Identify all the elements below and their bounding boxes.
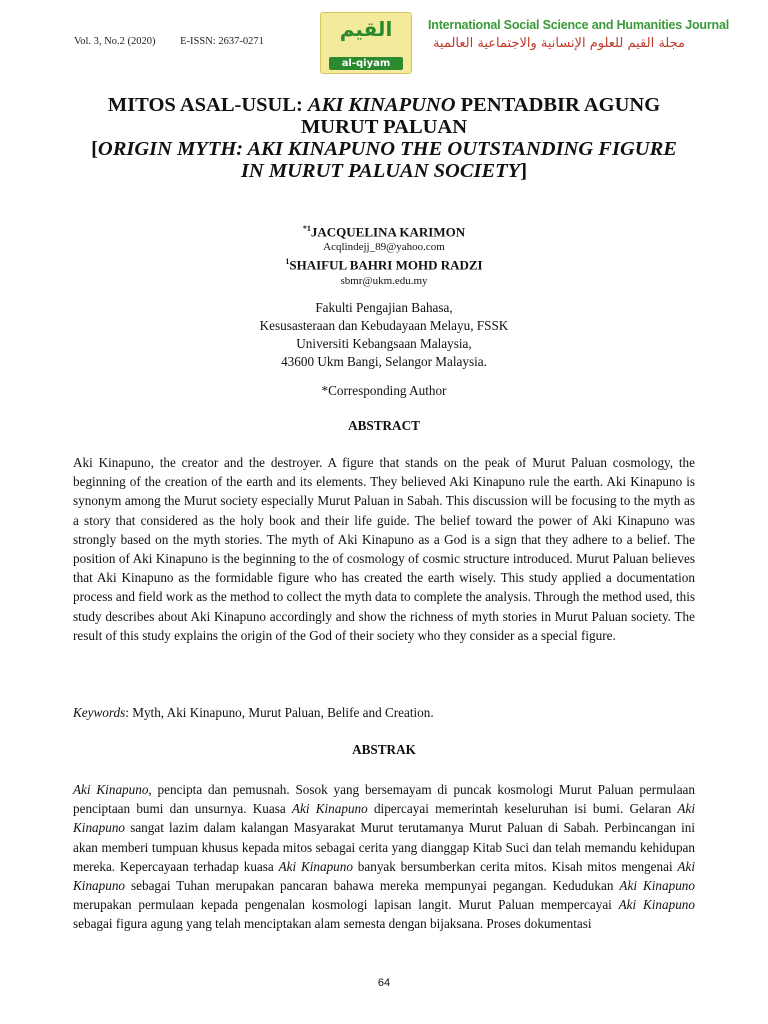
title-line-2: MURUT PALUAN [300, 116, 468, 138]
journal-logo [320, 12, 412, 74]
journal-name-ar: مجلة القيم للعلوم الإنسانية والاجتماعية العالمية [433, 36, 685, 51]
abstract-text: Aki Kinapuno, the creator and the destroyer. A figure that stands on the peak of Murut Paluan cosmology, the beginning of the creation of the earth and its elements. They believed Aki Kinapuno rule the earth. Aki Kinapuno is synonym among the Murut society especially Murut Paluan in Sabah. This discussion will be focusing to the myth as a story that considered as the holy book and their life guide. The belief toward the power of Aki Kinapuno was strongly based on the myth stories. The myth of Aki Kinapuno as a God is a sign that they adhere to a belief. The position of Aki Kinapuno is the beginning to the of cosmology of cosmic structure introduced. Murut Paluan believes that Aki Kinapuno as the formidable figure who has created the earth wisely. This study applied a documentation process and field work as the method to collect the myth data to complete the analysis. Through the method used, this study describes about Aki Kinapuno accordingly and show the richness of myth stories in Murut Paluan society. The result of this study explains the origin of the God of their society who they consider as a special figure. [73, 455, 695, 643]
authors-block [0, 221, 768, 288]
header-meta [74, 36, 286, 47]
corresponding-note: *Corresponding Author [321, 383, 447, 398]
author-email: Acqlindejj_89@yahoo.com [323, 241, 445, 254]
title-line-1: MITOS ASAL-USUL: AKI KINAPUNO PENTADBIR AGUNG [107, 94, 661, 116]
affiliation-line: Fakulti Pengajian Bahasa, [315, 300, 453, 315]
author-name: $^{*1}$JACQUELINA KARIMON [302, 224, 466, 240]
paper-title [60, 94, 708, 182]
volume-info: Vol. 3, No.2 (2020) [74, 36, 156, 47]
keywords: Keywords: Myth, Aki Kinapuno, Murut Paluan, Belife and Creation. [73, 705, 434, 720]
author-email: sbmr@ukm.edu.my [340, 274, 428, 287]
title-line-4: IN MURUT PALUAN SOCIETY] [240, 160, 528, 182]
issn-info: E-ISSN: 2637-0271 [180, 36, 264, 47]
affiliation [0, 299, 768, 371]
affiliation-line: Kesusasteraan dan Kebudayaan Melayu, FSSK [259, 318, 509, 333]
abstract-heading: ABSTRACT [348, 418, 420, 433]
affiliation-line: 43600 Ukm Bangi, Selangor Malaysia. [281, 354, 487, 369]
page-number: 64 [377, 977, 391, 989]
journal-name-en: International Social Science and Humanities Journal [428, 18, 729, 32]
author-name: $^1$SHAIFUL BAHRI MOHD RADZI [285, 257, 483, 273]
abstrak-text: Aki Kinapuno, pencipta dan pemusnah. Sosok yang bersemayam di puncak kosmologi Murut Paluan permulaan penciptaan bumi dan unsurnya. Kuasa Aki Kinapuno dipercayai memerintah keseluruhan isi bumi. Gelaran Aki Kinapuno sangat lazim dalam kalangan Masyarakat Murut terutamanya Murut Paluan di Sabah. Perbincangan ini akan memberi tumpuan khusus kepada mitos sebagai cerita yang dianggap Kitab Suci dan telah memandu kehidupan mereka. Kepercayaan terhadap kuasa Aki Kinapuno banyak bersumberkan cerita mitos. Kisah mitos mengenai Aki Kinapuno sebagai Tuhan merupakan pancaran bahawa mereka mempunyai pegangan. Kedudukan Aki Kinapuno merupakan permulaan kepada pengenalan kosmologi lapisan langit. Murut Paluan mempercayai Aki Kinapuno sebagai figura agung yang telah menciptakan alam semesta dengan bijaksana. Proses dokumentasi [73, 782, 695, 932]
affiliation-line: Universiti Kebangsaan Malaysia, [296, 336, 472, 351]
logo-arabic-text: القيم [339, 17, 393, 41]
abstrak-heading: ABSTRAK [352, 742, 416, 757]
logo-latin-text: al-qiyam [329, 57, 403, 70]
title-line-3: [ORIGIN MYTH: AKI KINAPUNO THE OUTSTANDING FIGURE [91, 138, 677, 160]
